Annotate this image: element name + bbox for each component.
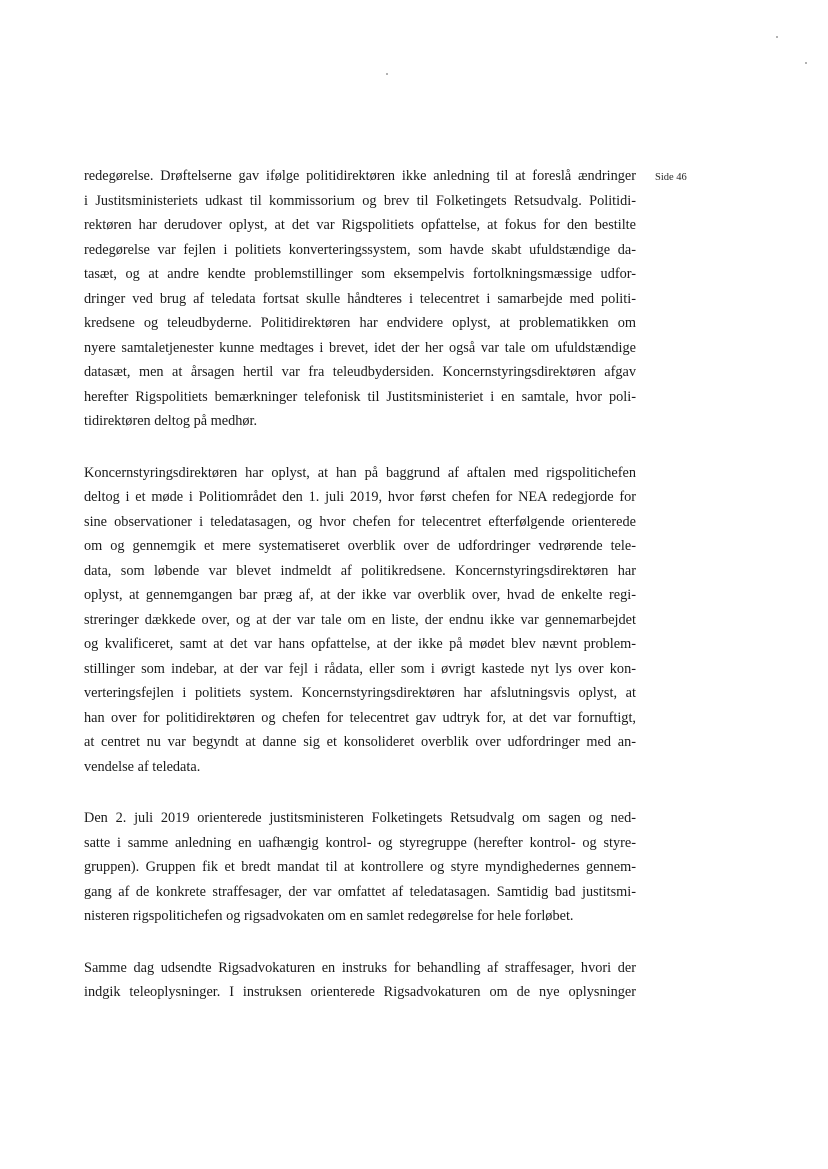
- text-line: gruppen). Gruppen fik et bredt mandat til at kontrollere og styre myndighedernes gennem-: [84, 859, 636, 875]
- text-line: tasæt, og at andre kendte problemstillinger som eksempelvis fortolkningsmæssige udfor-: [84, 266, 636, 282]
- text-line: oplyst, at gennemgangen bar præg af, at der ikke var overblik over, hvad de enkelte regi-: [84, 587, 636, 603]
- text-line: dringer ved brug af teledata fortsat skulle håndteres i telecentret i samarbejde med politi-: [84, 290, 636, 307]
- text-line: satte i samme anledning en uafhængig kontrol- og styregruppe (herefter kontrol- og styre-: [84, 834, 636, 851]
- text-line: Samme dag udsendte Rigsadvokaturen en instruks for behandling af straffesager, hvori der: [84, 959, 636, 976]
- text-line: rektøren har derudover oplyst, at det var Rigspolitiets opfattelse, at fokus for den bestilte: [84, 217, 636, 233]
- text-line: deltog i et møde i Politiområdet den 1. juli 2019, hvor først chefen for NEA redegjorde for: [84, 489, 636, 505]
- text-line: kredsene og teleudbyderne. Politidirektøren har endvidere oplyst, at problematikken om: [84, 315, 636, 331]
- text-line: nisteren rigspolitichefen og rigsadvokaten om en samlet redegørelse for hele forløbet.: [84, 908, 574, 924]
- text-line: indgik teleoplysninger. I instruksen orienterede Rigsadvokaturen om de nye oplysninger: [84, 984, 636, 1000]
- text-line: vendelse af teledata.: [84, 758, 201, 775]
- text-line: stillinger som indebar, at der var fejl i rådata, eller som i øvrigt kastede nyt lys over kon-: [84, 660, 636, 677]
- text-line: data, som løbende var blevet indmeldt af politikredsene. Koncernstyringsdirektøren har: [84, 562, 636, 579]
- paragraph: [84, 806, 636, 929]
- text-line: i Justitsministeriets udkast til kommissorium og brev til Folketingets Retsudvalg. Politidi-: [84, 192, 636, 209]
- text-line: sine observationer i teledatasagen, og hvor chefen for telecentret efterfølgende orienterede: [84, 513, 636, 530]
- paragraph: [84, 164, 636, 434]
- text-line: tidirektøren deltog på medhør.: [84, 413, 258, 429]
- paragraph: [84, 956, 636, 1005]
- text-line: og kvalificeret, samt at det var hans opfattelse, at der ikke på mødet blev nævnt problem-: [84, 636, 636, 652]
- text-line: herefter Rigspolitiets bemærkninger telefonisk til Justitsministeriet i en samtale, hvor poli-: [84, 388, 636, 405]
- text-line: at centret nu var begyndt at danne sig et konsolideret overblik over udfordringer med an-: [84, 734, 636, 750]
- body-text: [84, 164, 636, 1032]
- text-line: redegørelse. Drøftelserne gav ifølge politidirektøren ikke anledning til at foreslå ændringer: [84, 168, 636, 184]
- scan-speck: [776, 36, 778, 38]
- text-line: Den 2. juli 2019 orienterede justitsministeren Folketingets Retsudvalg om sagen og ned-: [84, 810, 636, 826]
- paragraph: [84, 461, 636, 780]
- text-line: redegørelse var fejlen i politiets konverteringssystem, som havde skabt ufuldstændige da-: [84, 241, 636, 258]
- text-line: gang af de konkrete straffesager, der var omfattet af teledatasagen. Samtidig bad justitsmi-: [84, 883, 636, 900]
- page-number: Side 46: [655, 172, 687, 183]
- scan-speck: [805, 62, 807, 64]
- text-line: streringer dækkede over, og at der var tale om en liste, der endnu ikke var gennemarbejdet: [84, 611, 636, 628]
- text-line: nyere samtaletjenester kunne medtages i brevet, idet der her også var tale om ufuldstændige: [84, 339, 636, 356]
- text-line: han over for politidirektøren og chefen for telecentret gav udtryk for, at det var fornuftigt,: [84, 709, 636, 726]
- text-line: om og gennemgik et mere systematiseret overblik over de udfordringer vedrørende tele-: [84, 538, 636, 554]
- text-line: datasæt, men at årsagen hertil var fra teleudbydersiden. Koncernstyringsdirektøren afgav: [84, 364, 636, 380]
- text-line: Koncernstyringsdirektøren har oplyst, at han på baggrund af aftalen med rigspolitichefen: [84, 464, 636, 481]
- scan-speck: [386, 73, 388, 75]
- text-line: verteringsfejlen i politiets system. Koncernstyringsdirektøren har afslutningsvis oplyst, at: [84, 685, 636, 701]
